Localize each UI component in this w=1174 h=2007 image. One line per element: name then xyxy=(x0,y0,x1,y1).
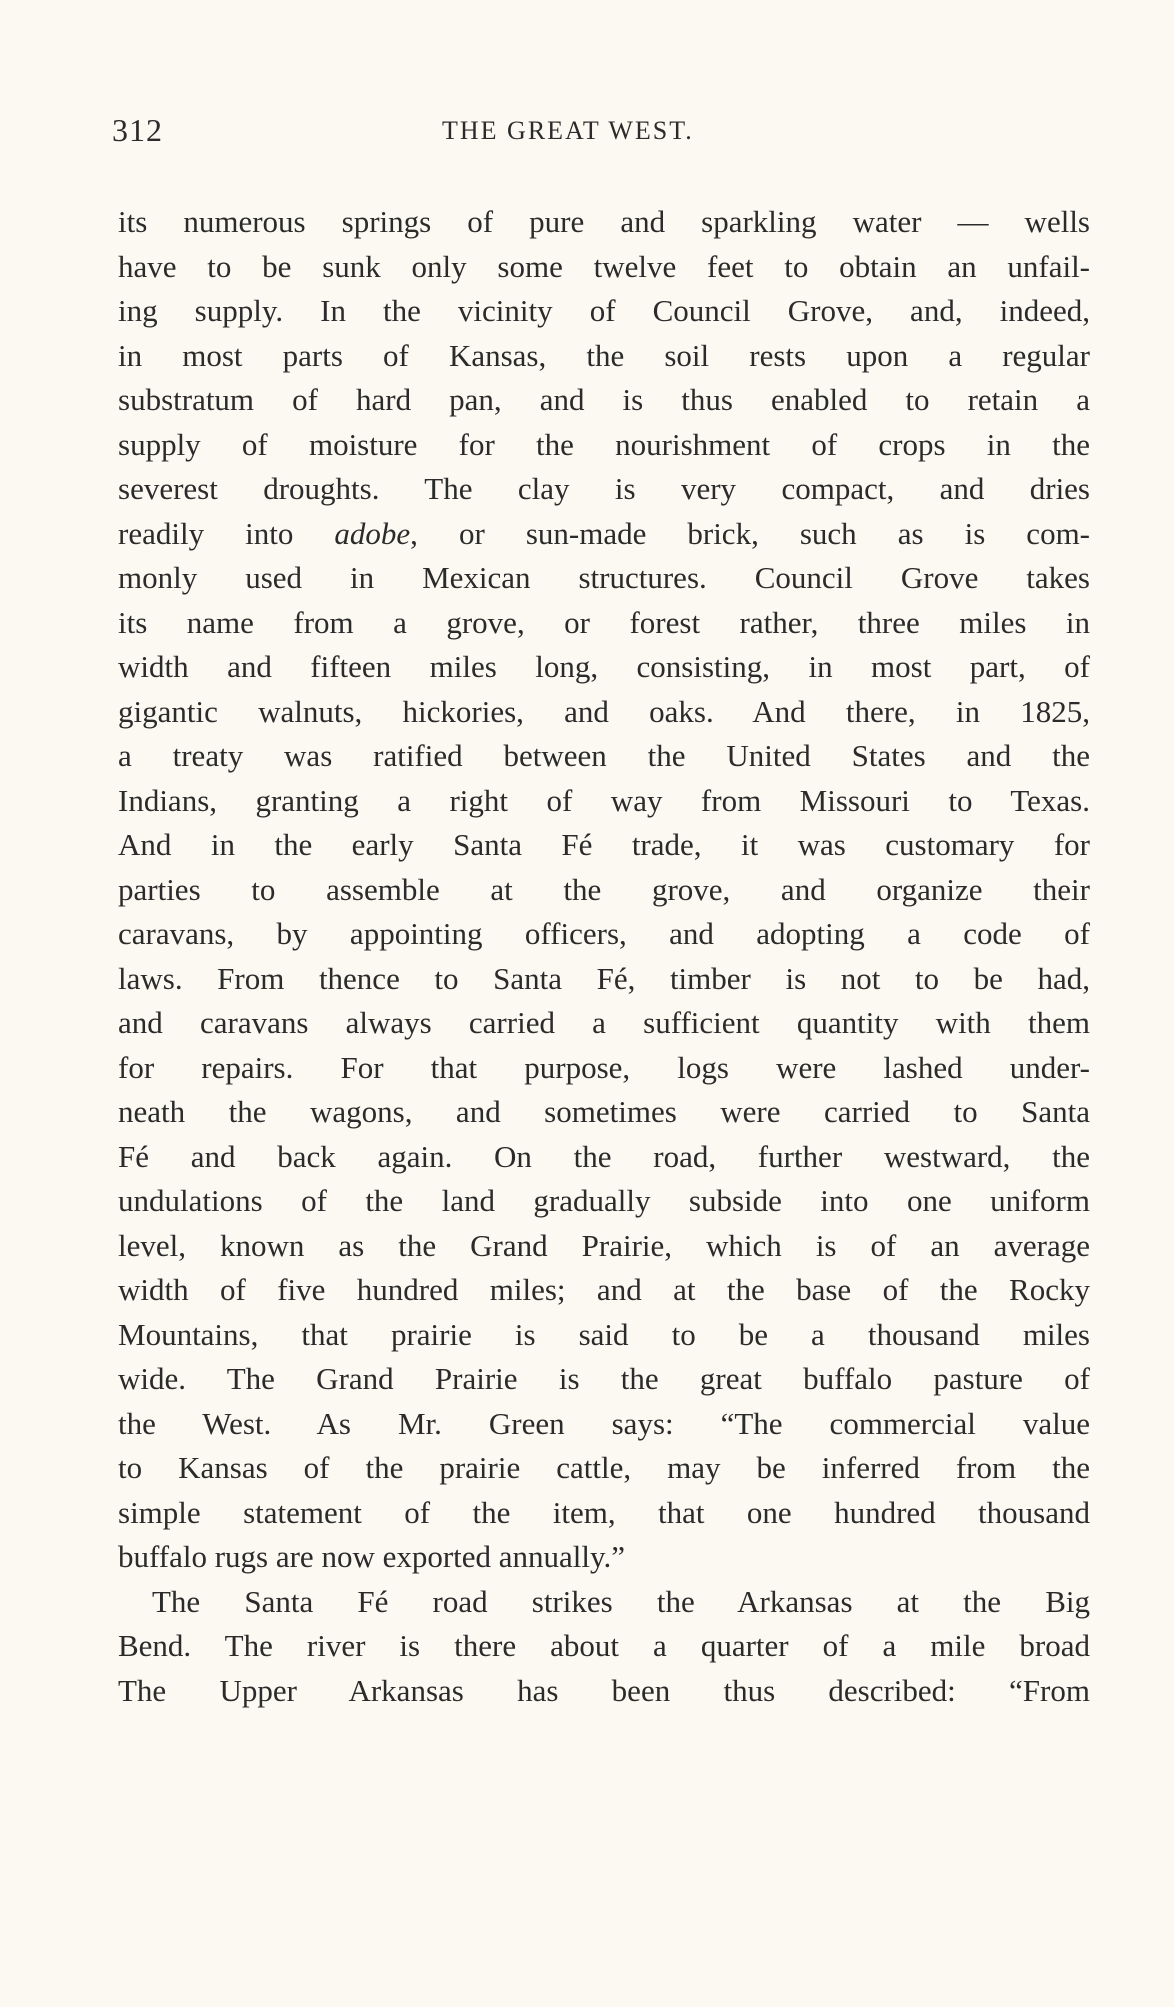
text-line: neath the wagons, and sometimes were carried to Santa xyxy=(118,1094,1090,1129)
text-line: readily into adobe, or sun-made brick, such as is com- xyxy=(118,515,1091,551)
text-line: undulations of the land gradually subside into one uniform xyxy=(118,1183,1090,1218)
text-line-paragraph-end: buffalo rugs are now exported annually.” xyxy=(118,1539,626,1574)
text-line: its numerous springs of pure and sparkling water — wells xyxy=(118,204,1090,239)
text-line: its name from a grove, or forest rather, three miles in xyxy=(118,604,1090,640)
text-line: simple statement of the item, that one hundred thousand xyxy=(118,1494,1090,1530)
text-line: laws. From thence to Santa Fé, timber is not to be had, xyxy=(118,960,1090,996)
text-line: the West. As Mr. Green says: “The commercial value xyxy=(118,1405,1090,1441)
text-line: Fé and back again. On the road, further westward, the xyxy=(118,1138,1090,1174)
text-line: for repairs. For that purpose, logs were lashed under- xyxy=(118,1049,1090,1085)
text-line: Mountains, that prairie is said to be a thousand miles xyxy=(118,1316,1090,1352)
text-line: in most parts of Kansas, the soil rests upon a regular xyxy=(118,337,1090,373)
text-line: substratum of hard pan, and is thus enabled to retain a xyxy=(118,382,1090,417)
text-line: The Upper Arkansas has been thus described: “From xyxy=(118,1672,1090,1708)
running-head xyxy=(112,112,1102,156)
text-line: and caravans always carried a sufficient quantity with them xyxy=(118,1005,1090,1040)
text-line: caravans, by appointing officers, and adopting a code of xyxy=(118,916,1090,951)
text-line: width and fifteen miles long, consisting, in most part, of xyxy=(118,649,1090,684)
text-line: gigantic walnuts, hickories, and oaks. And there, in 1825, xyxy=(118,693,1090,729)
running-title: THE GREAT WEST. xyxy=(442,116,694,145)
text-line: to Kansas of the prairie cattle, may be inferred from the xyxy=(118,1450,1090,1485)
text-line: Bend. The river is there about a quarter of a mile broad xyxy=(118,1628,1090,1663)
text-line: a treaty was ratified between the United States and the xyxy=(118,738,1090,773)
text-line: parties to assemble at the grove, and organize their xyxy=(118,871,1090,907)
text-line: level, known as the Grand Prairie, which is of an average xyxy=(118,1227,1090,1263)
text-line: monly used in Mexican structures. Council Grove takes xyxy=(118,560,1090,595)
text-line: severest droughts. The clay is very compact, and dries xyxy=(118,471,1090,506)
text-line: Indians, granting a right of way from Missouri to Texas. xyxy=(118,782,1090,818)
text-line: wide. The Grand Prairie is the great buffalo pasture of xyxy=(118,1361,1090,1396)
text-line: supply of moisture for the nourishment of crops in the xyxy=(118,426,1090,462)
text-line: have to be sunk only some twelve feet to obtain an unfail- xyxy=(118,248,1090,284)
page-number: 312 xyxy=(112,112,163,148)
text-line: ing supply. In the vicinity of Council Grove, and, indeed, xyxy=(118,293,1090,328)
text-line-paragraph-start: The Santa Fé road strikes the Arkansas at the Big xyxy=(152,1583,1090,1619)
text-line: And in the early Santa Fé trade, it was customary for xyxy=(118,827,1090,862)
body-text xyxy=(118,200,1090,1713)
italic-word: adobe xyxy=(334,515,411,551)
text-line: width of five hundred miles; and at the base of the Rocky xyxy=(118,1272,1090,1307)
